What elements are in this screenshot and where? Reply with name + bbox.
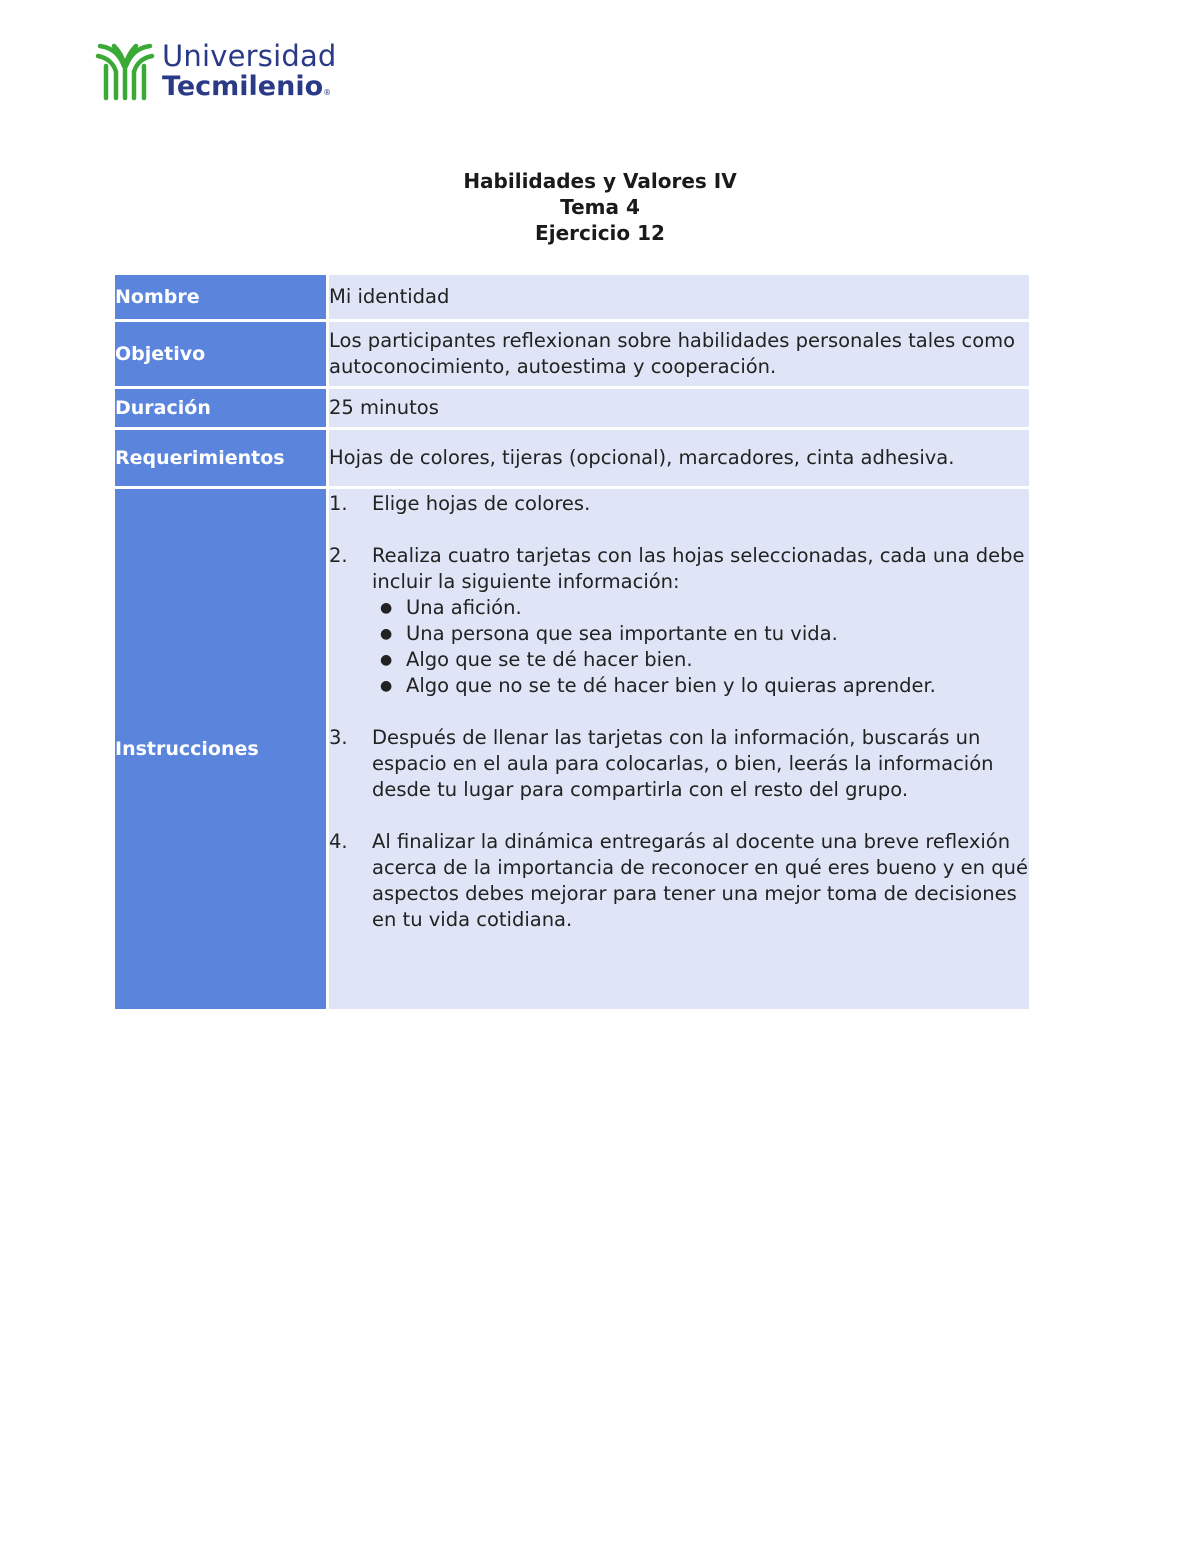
label-duracion: Duración (114, 388, 328, 429)
label-objetivo: Objetivo (114, 321, 328, 388)
exercise-title: Ejercicio 12 (535, 221, 665, 245)
topic-title: Tema 4 (560, 195, 640, 219)
value-requerimientos: Hojas de colores, tijeras (opcional), marcadores, cinta adhesiva. (328, 429, 1031, 488)
value-instrucciones (328, 488, 1031, 1011)
logo-university-text: Universidad (162, 39, 337, 73)
instruction-step (329, 725, 1029, 803)
value-objetivo: Los participantes reflexionan sobre habilidades personales tales como autoconocimiento, autoestima y cooperación. (328, 321, 1031, 388)
palm-tree-logo-icon (94, 40, 156, 102)
activity-table (112, 272, 1032, 1012)
registered-mark: ® (323, 88, 332, 97)
bullet-icon: ● (380, 652, 393, 668)
bullet-icon: ● (380, 600, 393, 616)
value-nombre: Mi identidad (328, 274, 1031, 321)
label-requerimientos: Requerimientos (114, 429, 328, 488)
step-text: Elige hojas de colores. (372, 492, 591, 515)
step-number: 4. (329, 830, 348, 853)
step-text: Al finalizar la dinámica entregarás al docente una breve reflexión acerca de la importancia de reconocer en qué eres bueno y en qué aspectos debes mejorar para tener una mejor toma de decisiones en tu vida cotidiana. (372, 830, 1028, 931)
label-nombre: Nombre (114, 274, 328, 321)
course-title: Habilidades y Valores IV (463, 169, 737, 193)
row-requerimientos (114, 429, 1031, 488)
value-duracion: 25 minutos (328, 388, 1031, 429)
label-instrucciones: Instrucciones (114, 488, 328, 1011)
row-duracion (114, 388, 1031, 429)
bullet-icon: ● (380, 678, 393, 694)
list-item: ● Una afición. (370, 595, 1029, 621)
bullet-icon: ● (380, 626, 393, 642)
row-nombre (114, 274, 1031, 321)
instruction-step (329, 491, 1029, 517)
document-heading (0, 168, 1200, 246)
instruction-steps (329, 491, 1029, 933)
logo-brand-text: Tecmilenio® (162, 71, 332, 102)
row-objetivo (114, 321, 1031, 388)
step-number: 1. (329, 492, 348, 515)
list-item: ● Una persona que sea importante en tu vida. (370, 621, 1029, 647)
step-text: Realiza cuatro tarjetas con las hojas seleccionadas, cada una debe incluir la siguiente información: (372, 544, 1025, 593)
instruction-step (329, 543, 1029, 699)
list-item: ● Algo que se te dé hacer bien. (370, 647, 1029, 673)
card-info-list (372, 595, 1029, 699)
step-number: 3. (329, 726, 348, 749)
list-item: ● Algo que no se te dé hacer bien y lo quieras aprender. (370, 673, 1029, 699)
row-instrucciones (114, 488, 1031, 1011)
instruction-step (329, 829, 1029, 933)
step-number: 2. (329, 544, 348, 567)
step-text: Después de llenar las tarjetas con la información, buscarás un espacio en el aula para colocarlas, o bien, leerás la información desde tu lugar para compartirla con el resto del grupo. (372, 726, 994, 801)
university-logo (94, 40, 337, 102)
